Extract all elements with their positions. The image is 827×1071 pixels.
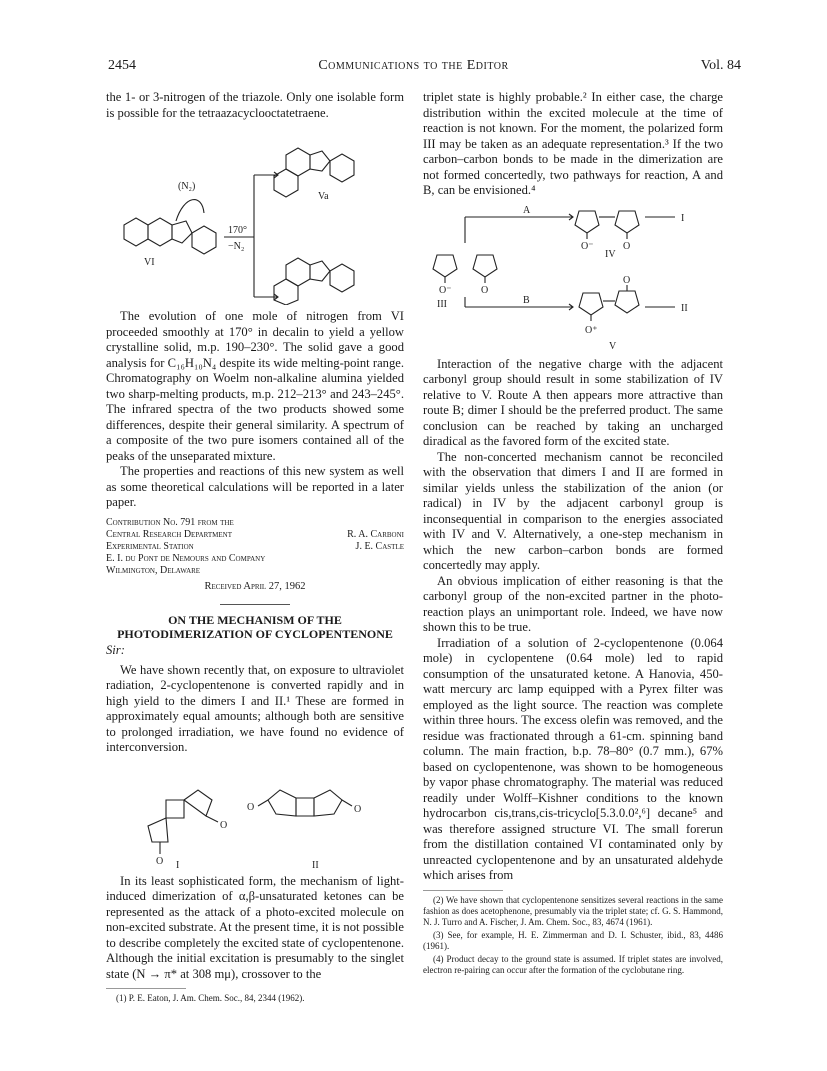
label-o-dimer-ii: O — [247, 801, 255, 813]
label-o-minus-iii: O⁻ — [439, 284, 452, 296]
footnote-separator-right — [423, 890, 503, 891]
dimer-structures-diagram — [106, 760, 404, 870]
received-date: Received April 27, 1962 — [204, 580, 306, 592]
paragraph-non-concerted: The non-concerted mechanism cannot be reconciled with the observation that dimers I and II are formed in similar yields unless the stabilization of the anion (or radical) in IV by the adjacent carbonyl group is inconsequential in comparison to the energies associated with IV and V. Alternatively, a one-step mechanism in which the new carbon–carbon bonds are formed concertedly may apply. — [423, 449, 723, 572]
label-v: V — [609, 340, 617, 352]
contribution-line-2: Central Research Department — [106, 528, 232, 540]
figure-pathways — [423, 203, 723, 353]
label-iv: IV — [605, 248, 616, 260]
label-o-iii: O — [481, 284, 489, 296]
contribution-block — [106, 517, 404, 577]
label-product-i: I — [681, 212, 685, 224]
contribution-line-3: Experimental Station — [106, 540, 194, 552]
page-number: 2454 — [108, 58, 136, 73]
intro-paragraph: the 1- or 3-nitrogen of the triazole. Only one isolable form is possible for the tetraazacyclooctatetraene. — [106, 90, 404, 120]
right-column — [423, 90, 723, 976]
left-column — [106, 90, 404, 1004]
volume-label: Vol. 84 — [700, 58, 741, 73]
triazole-structures-diagram — [106, 125, 404, 305]
paragraph-shown-recently: We have shown recently that, on exposure to ultraviolet radiation, 2-cyclopentenone is converted rapidly and in high yield to the dimers I and II.¹ These are formed in approximately equal amounts; although both are sensitive to prolonged irradiation, we have found no evidence of interconversion. — [106, 662, 404, 754]
section-divider — [220, 604, 290, 605]
salutation: Sir: — [106, 643, 125, 657]
label-minus-n2: −N₂ — [228, 241, 245, 252]
label-o-minus-iv: O⁻ — [581, 240, 594, 252]
label-pathway-a: A — [523, 204, 531, 216]
contribution-line-1: Contribution No. 791 from the — [106, 516, 234, 528]
label-temperature: 170° — [228, 225, 247, 236]
label-o-iv: O — [623, 240, 631, 252]
label-va: Va — [318, 191, 329, 202]
paragraph-triplet: triplet state is highly probable.² In either case, the charge distribution within the excited molecule at the time of reaction is not known. For the moment, the polarized form III may be taken as an adequate representation.³ If the two carbon–carbon bonds to be made in the dimerization are not formed concertedly, two pathways for reaction, A and B, can be envisioned.⁴ — [423, 90, 723, 197]
article-title: ON THE MECHANISM OF THE PHOTODIMERIZATION OF CYCLOPENTENONE — [117, 613, 393, 641]
figure-triazole-decomposition — [106, 125, 404, 305]
label-o-v: O — [623, 274, 631, 286]
contribution-line-5: Wilmington, Delaware — [106, 564, 201, 576]
label-vi: VI — [144, 257, 155, 268]
label-dimer-i: I — [176, 859, 180, 870]
label-n2: (N₂) — [178, 181, 196, 192]
label-product-ii: II — [681, 302, 688, 314]
reaction-pathways-diagram — [423, 203, 723, 353]
label-o-plus-v: O⁺ — [585, 324, 598, 336]
paragraph-irradiation: Irradiation of a solution of 2-cyclopentenone (0.064 mole) in cyclopentene (0.64 mole) led to rapid consumption of the unsaturated ketone. A Hanovia, 450-watt mercury arc lamp equipped with a Pyrex filter was employed as the light source. The reaction was complete within three hours. The excess olefin was removed, and the residue was fractionated through a 61-cm. spinning band column. The main fraction, b.p. 78–80° (0.7 mm.), 67% based on cyclopentenone, was shown to be homogeneous by vapor phase chromatography. The material was reduced readily under Wolff–Kishner conditions to the known hydrocarbon cis,trans,cis-tricyclo[5.3.0.0²,⁶] decane⁵ and was therefore assigned structure VI. The small forerun from the distillation contained VI contaminated only by unreacted cyclopentenone and by an unsaturated aldehyde which arises from — [423, 635, 723, 882]
paragraph-mechanism: In its least sophisticated form, the mechanism of light-induced dimerization of α,β-unsaturated ketones can be represented as the attack of a photo-excited molecule on non-excited substrate. At the present time, it is not possible to describe completely the excited state of cyclopentenone. Although the initial excitation is presumably to the singlet state (N → π* at 308 mμ), crossover to the — [106, 873, 404, 981]
paragraph-properties: The properties and reactions of this new system as well as some theoretical calculations will be reported in a later paper. — [106, 464, 404, 509]
author-castle: J. E. Castle — [355, 540, 404, 552]
footnote-1: (1) P. E. Eaton, J. Am. Chem. Soc., 84, 2344 (1962). — [116, 993, 305, 1003]
label-pathway-b: B — [523, 294, 530, 306]
label-iii: III — [437, 298, 447, 310]
contribution-line-4: E. I. du Pont de Nemours and Company — [106, 552, 266, 564]
label-dimer-ii: II — [312, 859, 319, 870]
footnote-2: (2) We have shown that cyclopentenone sensitizes several reactions in the same fashion as does acetophenone, presumably via the triplet state; cf. G. S. Hammond, N. J. Turro and A. Fischer, J. Am. Chem. Soc., 83, 4674 (1961). — [423, 894, 723, 927]
footnote-4: (4) Product decay to the ground state is assumed. If triplet states are involved, electron re-pairing can occur after the formation of the cyclobutane ring. — [423, 953, 723, 975]
paragraph-evolution: The evolution of one mole of nitrogen from VI proceeded smoothly at 170° in decalin to yield a yellow crystalline solid, m.p. 190–230°. The solid gave a good analysis for C₁₆H₁₀N₄ despite its wide melting-point range. Chromatography on Woelm non-alkaline alumina yielded two sharp-melting products, m.p. 212–213° and 243–245°. The infrared spectra of the two products showed some differences, despite their general similarity. A spectrum of a composite of the two pure isomers contained all of the peaks of the unseparated mixture. — [106, 309, 404, 463]
paragraph-interaction: Interaction of the negative charge with the adjacent carbonyl group should result in some stabilization of IV relative to V. Route A then appears more attractive than route B; dimer I should be the preferred product. The same conclusion can be reached by taking an uncharged diradical as the favored form of the excited state. — [423, 356, 723, 448]
label-o-dimer-i: O — [220, 819, 228, 831]
footnote-3: (3) See, for example, H. E. Zimmerman and D. I. Schuster, ibid., 83, 4486 (1961). — [423, 929, 723, 951]
label-o-dimer-ii-b: O — [354, 803, 362, 815]
author-carboni: R. A. Carboni — [347, 528, 404, 540]
figure-dimers — [106, 760, 404, 870]
paragraph-implication: An obvious implication of either reasoning is that the carbonyl group of the non-excited partner in the photo-reaction plays an unimportant role. Indeed, we have now shown this to be true. — [423, 573, 723, 634]
footnote-separator — [106, 988, 186, 989]
label-o-dimer-i-b: O — [156, 855, 164, 867]
running-title: Communications to the Editor — [318, 58, 509, 73]
